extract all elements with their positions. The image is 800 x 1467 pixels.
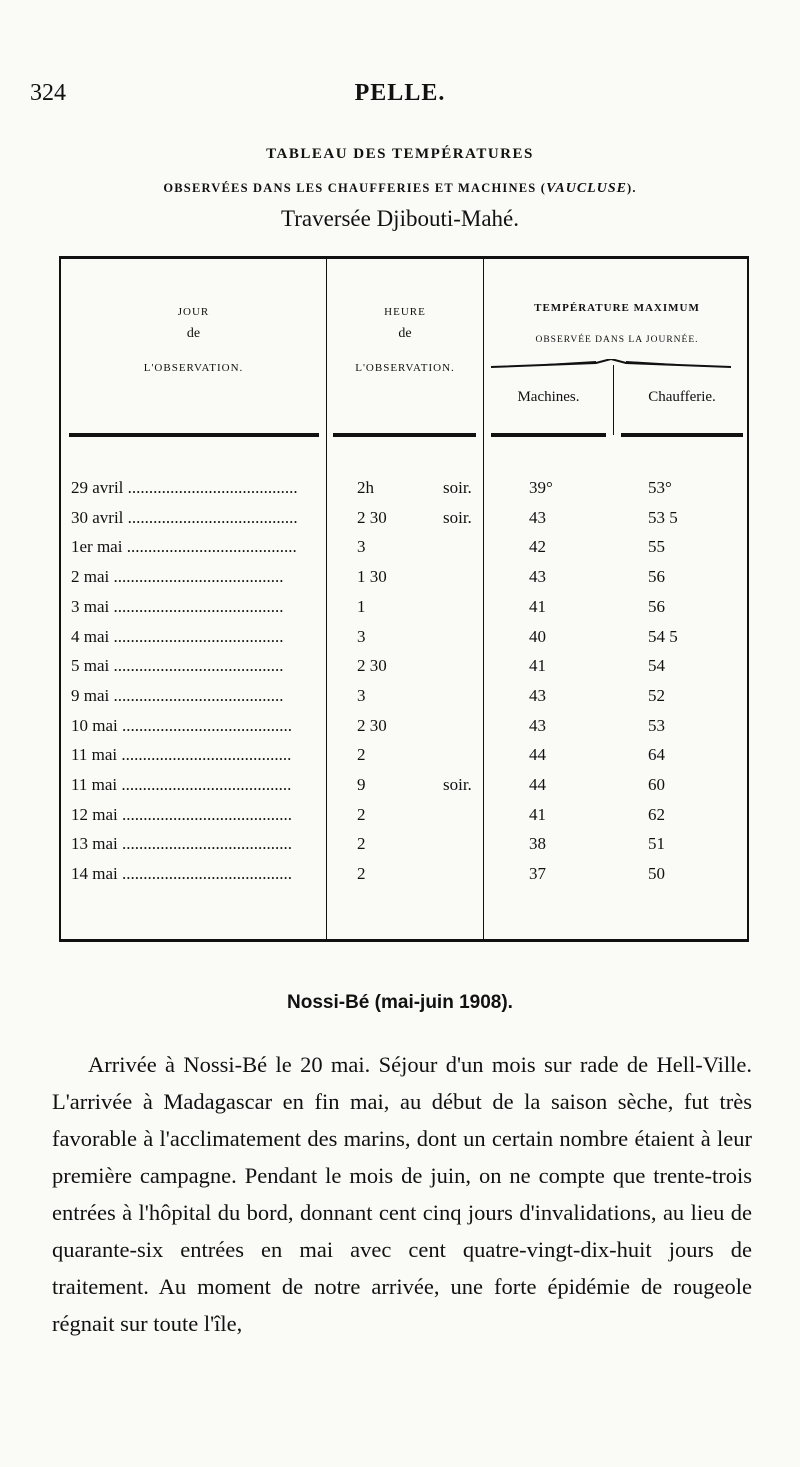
cell-machines: 41 bbox=[529, 656, 546, 676]
table-row bbox=[61, 537, 751, 567]
subheader-machines: Machines. bbox=[517, 389, 580, 405]
cell-day: 14 mai ........................................ bbox=[71, 864, 292, 884]
cell-hour: 1 bbox=[357, 596, 366, 616]
table-row bbox=[61, 864, 751, 894]
header-day: JOUR de L'OBSERVATION. bbox=[143, 306, 244, 374]
section-title: Nossi-Bé (mai-juin 1908). bbox=[287, 992, 513, 1013]
cell-day: 13 mai ........................................ bbox=[71, 834, 292, 854]
ship-name: VAUCLUSE bbox=[546, 181, 627, 196]
table-row bbox=[61, 745, 751, 775]
cell-day: 10 mai ........................................ bbox=[71, 715, 292, 735]
cell-day: 3 mai ........................................ bbox=[71, 596, 284, 616]
cell-day: 12 mai ........................................ bbox=[71, 804, 292, 824]
cell-chaufferie: 53° bbox=[648, 478, 672, 497]
cell-machines: 43 bbox=[529, 507, 546, 527]
table-caption-route: Traversée Djibouti-Mahé. bbox=[280, 206, 520, 231]
table-row bbox=[61, 478, 751, 508]
cell-machines: 41 bbox=[529, 804, 546, 824]
table-caption-title: TABLEAU DES TEMPÉRATURES bbox=[266, 146, 534, 162]
table-row bbox=[61, 686, 751, 716]
table-row bbox=[61, 627, 751, 657]
cell-machines: 43 bbox=[529, 715, 546, 735]
cell-hour: 2 bbox=[357, 745, 366, 765]
cell-hour: 2h soir. bbox=[357, 478, 472, 497]
header-hour: HEURE de L'OBSERVATION. bbox=[355, 306, 455, 374]
cell-chaufferie: 51 bbox=[648, 834, 665, 854]
cell-machines: 40 bbox=[529, 626, 546, 646]
cell-machines: 44 bbox=[529, 745, 546, 765]
cell-chaufferie: 54 bbox=[648, 656, 665, 676]
cell-chaufferie: 64 bbox=[648, 745, 665, 765]
cell-chaufferie: 54 5 bbox=[648, 626, 678, 646]
cell-chaufferie: 52 bbox=[648, 685, 665, 705]
cell-day: 1er mai ........................................ bbox=[71, 537, 297, 557]
cell-machines: 42 bbox=[529, 537, 546, 557]
cell-chaufferie: 50 bbox=[648, 864, 665, 884]
cell-chaufferie: 53 5 bbox=[648, 507, 678, 527]
cell-hour: 2 bbox=[357, 864, 366, 884]
cell-day: 5 mai ........................................ bbox=[71, 656, 284, 676]
header-max-temp: TEMPÉRATURE MAXIMUM OBSERVÉE DANS LA JOURNÉE. bbox=[534, 302, 700, 345]
table-row bbox=[61, 508, 751, 538]
page-number: 324 bbox=[30, 80, 66, 106]
cell-chaufferie: 55 bbox=[648, 537, 665, 557]
cell-hour: 2 30 soir. bbox=[357, 507, 472, 527]
cell-hour: 2 30 bbox=[357, 715, 387, 735]
table-row bbox=[61, 805, 751, 835]
cell-chaufferie: 56 bbox=[648, 567, 665, 587]
cell-hour: 2 bbox=[357, 804, 366, 824]
cell-day: 11 mai ........................................ bbox=[71, 775, 292, 794]
subheader-chaufferie: Chaufferie. bbox=[648, 389, 716, 405]
cell-day: 9 mai ........................................ bbox=[71, 685, 284, 705]
cell-day: 29 avril ........................................ bbox=[71, 478, 298, 497]
table-row bbox=[61, 834, 751, 864]
table-row bbox=[61, 656, 751, 686]
cell-chaufferie: 62 bbox=[648, 804, 665, 824]
table-row bbox=[61, 775, 751, 805]
cell-machines: 38 bbox=[529, 834, 546, 854]
temperature-table bbox=[59, 256, 749, 942]
cell-machines: 37 bbox=[529, 864, 546, 884]
cell-chaufferie: 60 bbox=[648, 775, 665, 794]
page-header bbox=[30, 80, 770, 116]
cell-hour: 1 30 bbox=[357, 567, 387, 587]
body-paragraph: Arrivée à Nossi-Bé le 20 mai. Séjour d'un mois sur rade de Hell-Ville. L'arrivée à Madagascar en fin mai, au début de la saison sèche, fut très favorable à l'acclimatement des marins, dont un certain nombre étaient à leur première campagne. Pendant le mois de juin, on ne compte que trente-trois entrées à l'hôpital du bord, donnant cent cinq jours d'invalidations, au lieu de quarante-six entrées en mai avec cent quatre-vingt-dix-huit jours de traitement. Au moment de notre arrivée, une forte épidémie de rougeole régnait sur toute l'île, bbox=[52, 1052, 752, 1336]
cell-hour: 2 30 bbox=[357, 656, 387, 676]
cell-machines: 43 bbox=[529, 685, 546, 705]
cell-hour: 2 bbox=[357, 834, 366, 854]
running-head: PELLE. bbox=[354, 80, 446, 106]
cell-day: 11 mai ........................................ bbox=[71, 745, 292, 765]
table-row bbox=[61, 597, 751, 627]
cell-chaufferie: 53 bbox=[648, 715, 665, 735]
brace-bracket bbox=[486, 359, 736, 369]
cell-machines: 41 bbox=[529, 596, 546, 616]
cell-day: 30 avril ........................................ bbox=[71, 507, 298, 527]
table-row bbox=[61, 716, 751, 746]
cell-machines: 44 bbox=[529, 775, 546, 794]
cell-hour: 3 bbox=[357, 626, 366, 646]
cell-hour: 3 bbox=[357, 537, 366, 557]
cell-machines: 39° bbox=[529, 478, 553, 497]
cell-day: 2 mai ........................................ bbox=[71, 567, 284, 587]
table-row bbox=[61, 567, 751, 597]
cell-chaufferie: 56 bbox=[648, 596, 665, 616]
cell-machines: 43 bbox=[529, 567, 546, 587]
cell-hour: 3 bbox=[357, 685, 366, 705]
cell-hour: 9 soir. bbox=[357, 775, 472, 794]
cell-day: 4 mai ........................................ bbox=[71, 626, 284, 646]
table-caption-subtitle: OBSERVÉES DANS LES CHAUFFERIES ET MACHINES (VAUCLUSE). bbox=[163, 181, 637, 196]
